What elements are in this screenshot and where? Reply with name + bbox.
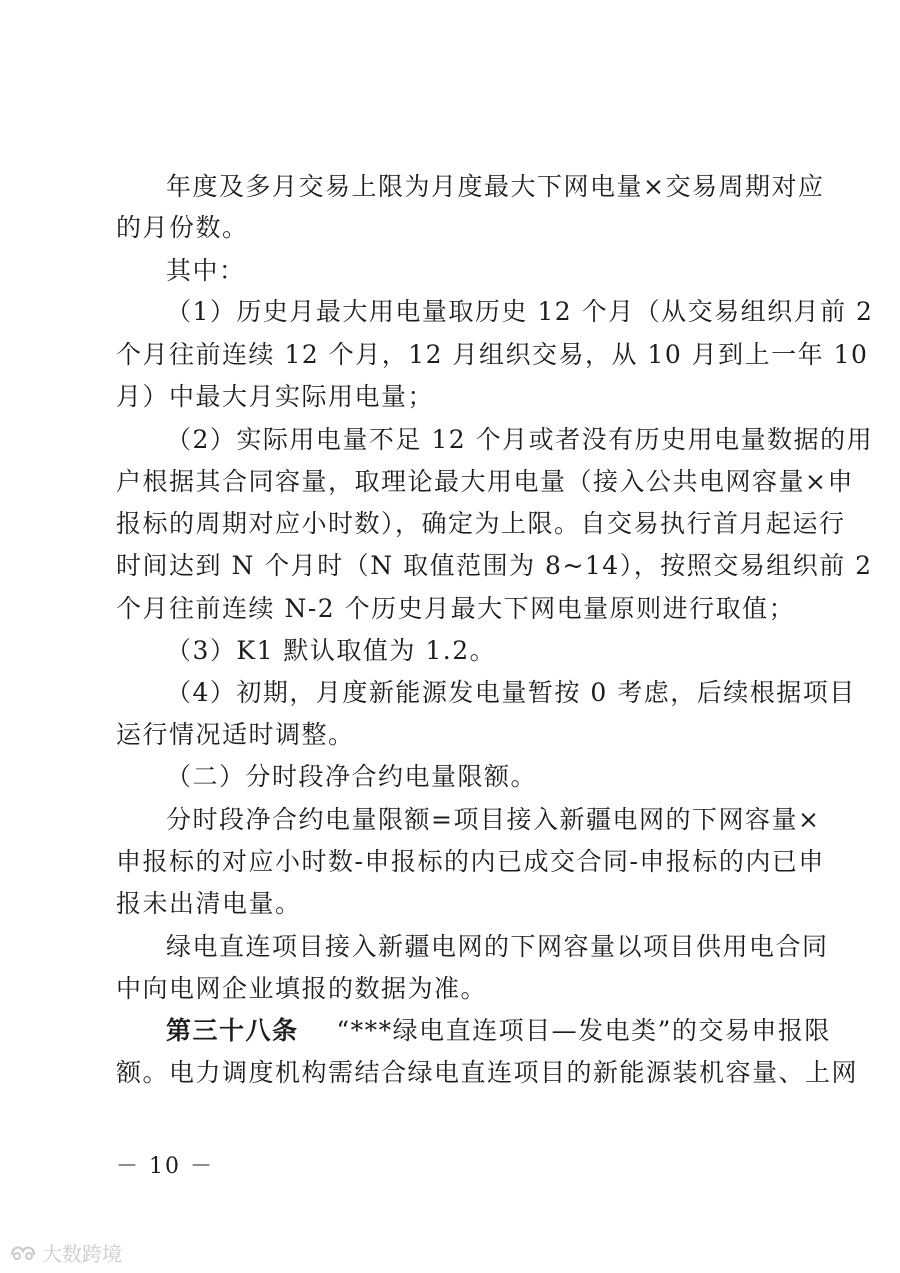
- text-line: （二）分时段净合约电量限额。: [166, 762, 538, 791]
- text-line: 的月份数。: [116, 213, 249, 242]
- watermark-text: 大数跨境: [42, 1241, 122, 1266]
- text-line: 户根据其合同容量，取理论最大用电量（接入公共电网容量×申: [116, 467, 854, 496]
- text-line: 运行情况适时调整。: [116, 720, 355, 749]
- text-line: 绿电直连项目接入新疆电网的下网容量以项目供用电合同: [166, 932, 829, 961]
- text-line: 年度及多月交易上限为月度最大下网电量×交易周期对应: [166, 172, 825, 201]
- text-line: 申报标的对应小时数-申报标的内已成交合同-申报标的内已申: [116, 847, 825, 876]
- text-line: 时间达到 N 个月时（N 取值范围为 8~14），按照交易组织前 2: [116, 551, 873, 580]
- article-title: “***绿电直连项目—发电类”的交易申报限: [336, 1016, 831, 1045]
- text-line: 报标的周期对应小时数），确定为上限。自交易执行首月起运行: [116, 509, 846, 538]
- text-line: 额。电力调度机构需结合绿电直连项目的新能源装机容量、上网: [116, 1058, 859, 1087]
- page-number: － 10 －: [116, 1154, 214, 1179]
- text-line: （1）历史月最大用电量取历史 12 个月（从交易组织月前 2: [166, 297, 874, 326]
- text-line: 报未出清电量。: [116, 889, 302, 918]
- watermark-logo-icon: [8, 1241, 38, 1263]
- text-line: （3）K1 默认取值为 1.2。: [166, 636, 497, 665]
- text-line: 其中：: [166, 256, 246, 285]
- article-number: 第三十八条: [166, 1016, 299, 1045]
- text-line: 个月往前连续 12 个月，12 月组织交易，从 10 月到上一年 10: [116, 340, 869, 369]
- text-line: （2）实际用电量不足 12 个月或者没有历史用电量数据的用: [166, 425, 874, 454]
- article-heading-line: [166, 1016, 831, 1046]
- watermark: [8, 1238, 122, 1266]
- text-line: 分时段净合约电量限额=项目接入新疆电网的下网容量×: [166, 805, 821, 834]
- text-line: 中向电网企业填报的数据为准。: [116, 974, 488, 1003]
- text-line: 月）中最大月实际用电量；: [116, 382, 435, 411]
- text-line: 个月往前连续 N-2 个历史月最大下网电量原则进行取值；: [116, 594, 796, 623]
- text-line: （4）初期，月度新能源发电量暂按 0 考虑，后续根据项目: [166, 678, 856, 707]
